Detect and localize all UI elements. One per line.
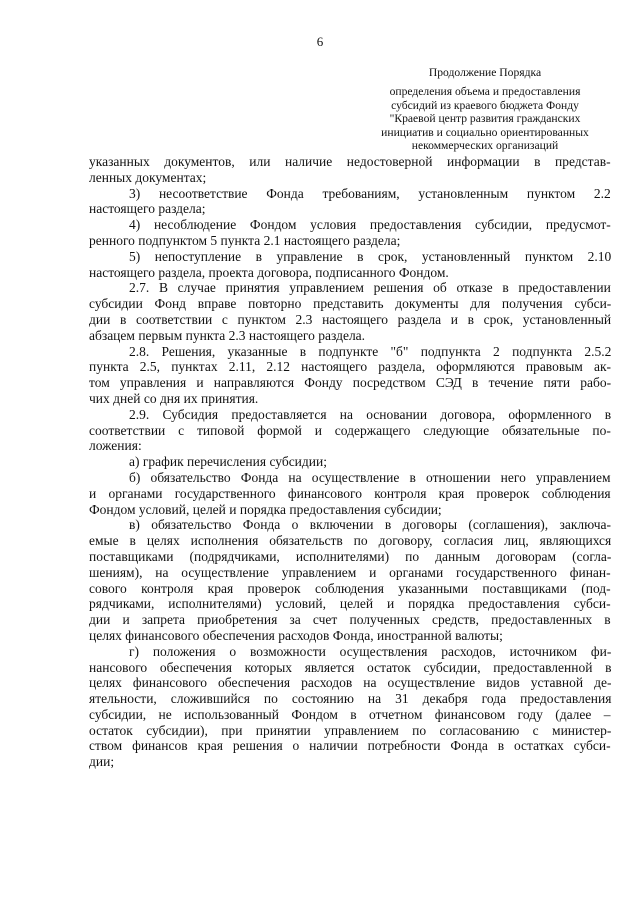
body-line: в) обязательство Фонда о включении в договоры (соглашения), заключа- (129, 517, 611, 533)
body-line: соответствии с типовой формой и содержащего следующие обязательные по- (89, 422, 611, 438)
header-line: субсидий из краевого бюджета Фонду (391, 98, 579, 112)
document-body (89, 154, 611, 770)
body-line: нансового обеспечения которых является остаток субсидии, предоставленной в (89, 659, 612, 675)
body-line: 2.9. Субсидия предоставляется на основании договора, оформленного в (129, 406, 612, 422)
body-line: дии в соответствии с пунктом 2.3 настоящего раздела и в срок, установленный (89, 311, 612, 327)
body-line: 2.8. Решения, указанные в подпункте "б" подпункта 2 подпункта 2.5.2 (129, 343, 612, 359)
body-line: Фондом условий, целей и порядка предоставления субсидии; (89, 501, 442, 517)
body-line: целях финансового обеспечения расходов на осуществление видов уставной де- (89, 675, 612, 691)
body-line: и органами государственного финансового контроля края проверок соблюдения (89, 485, 611, 501)
body-line: 4) несоблюдение Фондом условия предоставления субсидии, предусмот- (129, 217, 611, 233)
body-line: ленных документах; (89, 169, 207, 185)
body-line: пункта 2.5, пунктах 2.11, 2.12 настоящего раздела, оформляются правовым ак- (89, 359, 612, 375)
body-line: том управления и направляются Фонду посредством СЭД в течение пяти рабо- (89, 375, 612, 391)
body-line: шениям), на осуществление управлением и органами государственного финан- (89, 564, 611, 580)
body-line: б) обязательство Фонда на осуществление в отношении него управлением (129, 469, 611, 485)
body-line: указанных документов, или наличие недостоверной информации в представ- (89, 154, 611, 169)
body-line: 5) непоступление в управление в срок, установленный пунктом 2.10 (129, 248, 612, 264)
document-header (362, 66, 608, 152)
body-line: сового контроля края проверок соблюдения указанными поставщиками (под- (89, 580, 611, 596)
body-line: настоящего раздела, проекта договора, подписанного Фондом. (89, 264, 449, 280)
body-line: поставщиками (подрядчиками, исполнителями) по данным договорам (согла- (89, 548, 612, 564)
body-line: ложения: (89, 438, 142, 454)
body-line: ством финансов края решения о наличии потребности Фонда в остатках субси- (89, 738, 611, 754)
header-line: некоммерческих организаций (411, 139, 559, 153)
body-line: ренного подпунктом 5 пункта 2.1 настоящего раздела; (89, 232, 401, 248)
body-line: целях финансового обеспечения расходов Фонда, иностранной валюты; (89, 627, 503, 643)
body-line: настоящего раздела; (89, 201, 206, 217)
header-line: определения объема и предоставления (389, 85, 581, 99)
body-line: рядчиками, исполнителями) условий, целей и порядка предоставления субси- (89, 596, 611, 612)
header-line: "Краевой центр развития гражданских (389, 112, 581, 126)
page-number: 6 (316, 34, 324, 49)
body-line: чих дней со дня их принятия. (89, 390, 259, 406)
body-line: 2.7. В случае принятия управлением решения об отказе в предоставлении (129, 280, 611, 296)
body-line: дии; (89, 754, 115, 770)
body-line: г) положения о возможности осуществления расходов, источником фи- (129, 643, 612, 659)
body-line: емые в целях исполнения обязательств по договору, согласия лиц, являющихся (89, 533, 612, 549)
body-line: субсидии, не использованный Фондом в отчетном финансовом году (далее – (89, 706, 611, 722)
body-line: дии и запрета приобретения за счет полученных средств, предоставленных в (89, 612, 611, 628)
body-line: 3) несоответствие Фонда требованиям, установленным пунктом 2.2 (129, 185, 611, 201)
body-line: ятельности, сложившийся по состоянию на 31 декабря года предоставления (89, 691, 612, 707)
body-line: субсидии Фонд вправе повторно представить документы для получения субси- (89, 296, 612, 312)
body-line: а) график перечисления субсидии; (129, 454, 327, 470)
body-line: абзацем первым пункта 2.3 настоящего раздела. (89, 327, 366, 343)
header-line: инициатив и социально ориентированных (381, 125, 589, 139)
body-line: остаток субсидии), при принятии управлением по согласованию с министер- (89, 722, 612, 738)
header-line: Продолжение Порядка (428, 66, 542, 79)
